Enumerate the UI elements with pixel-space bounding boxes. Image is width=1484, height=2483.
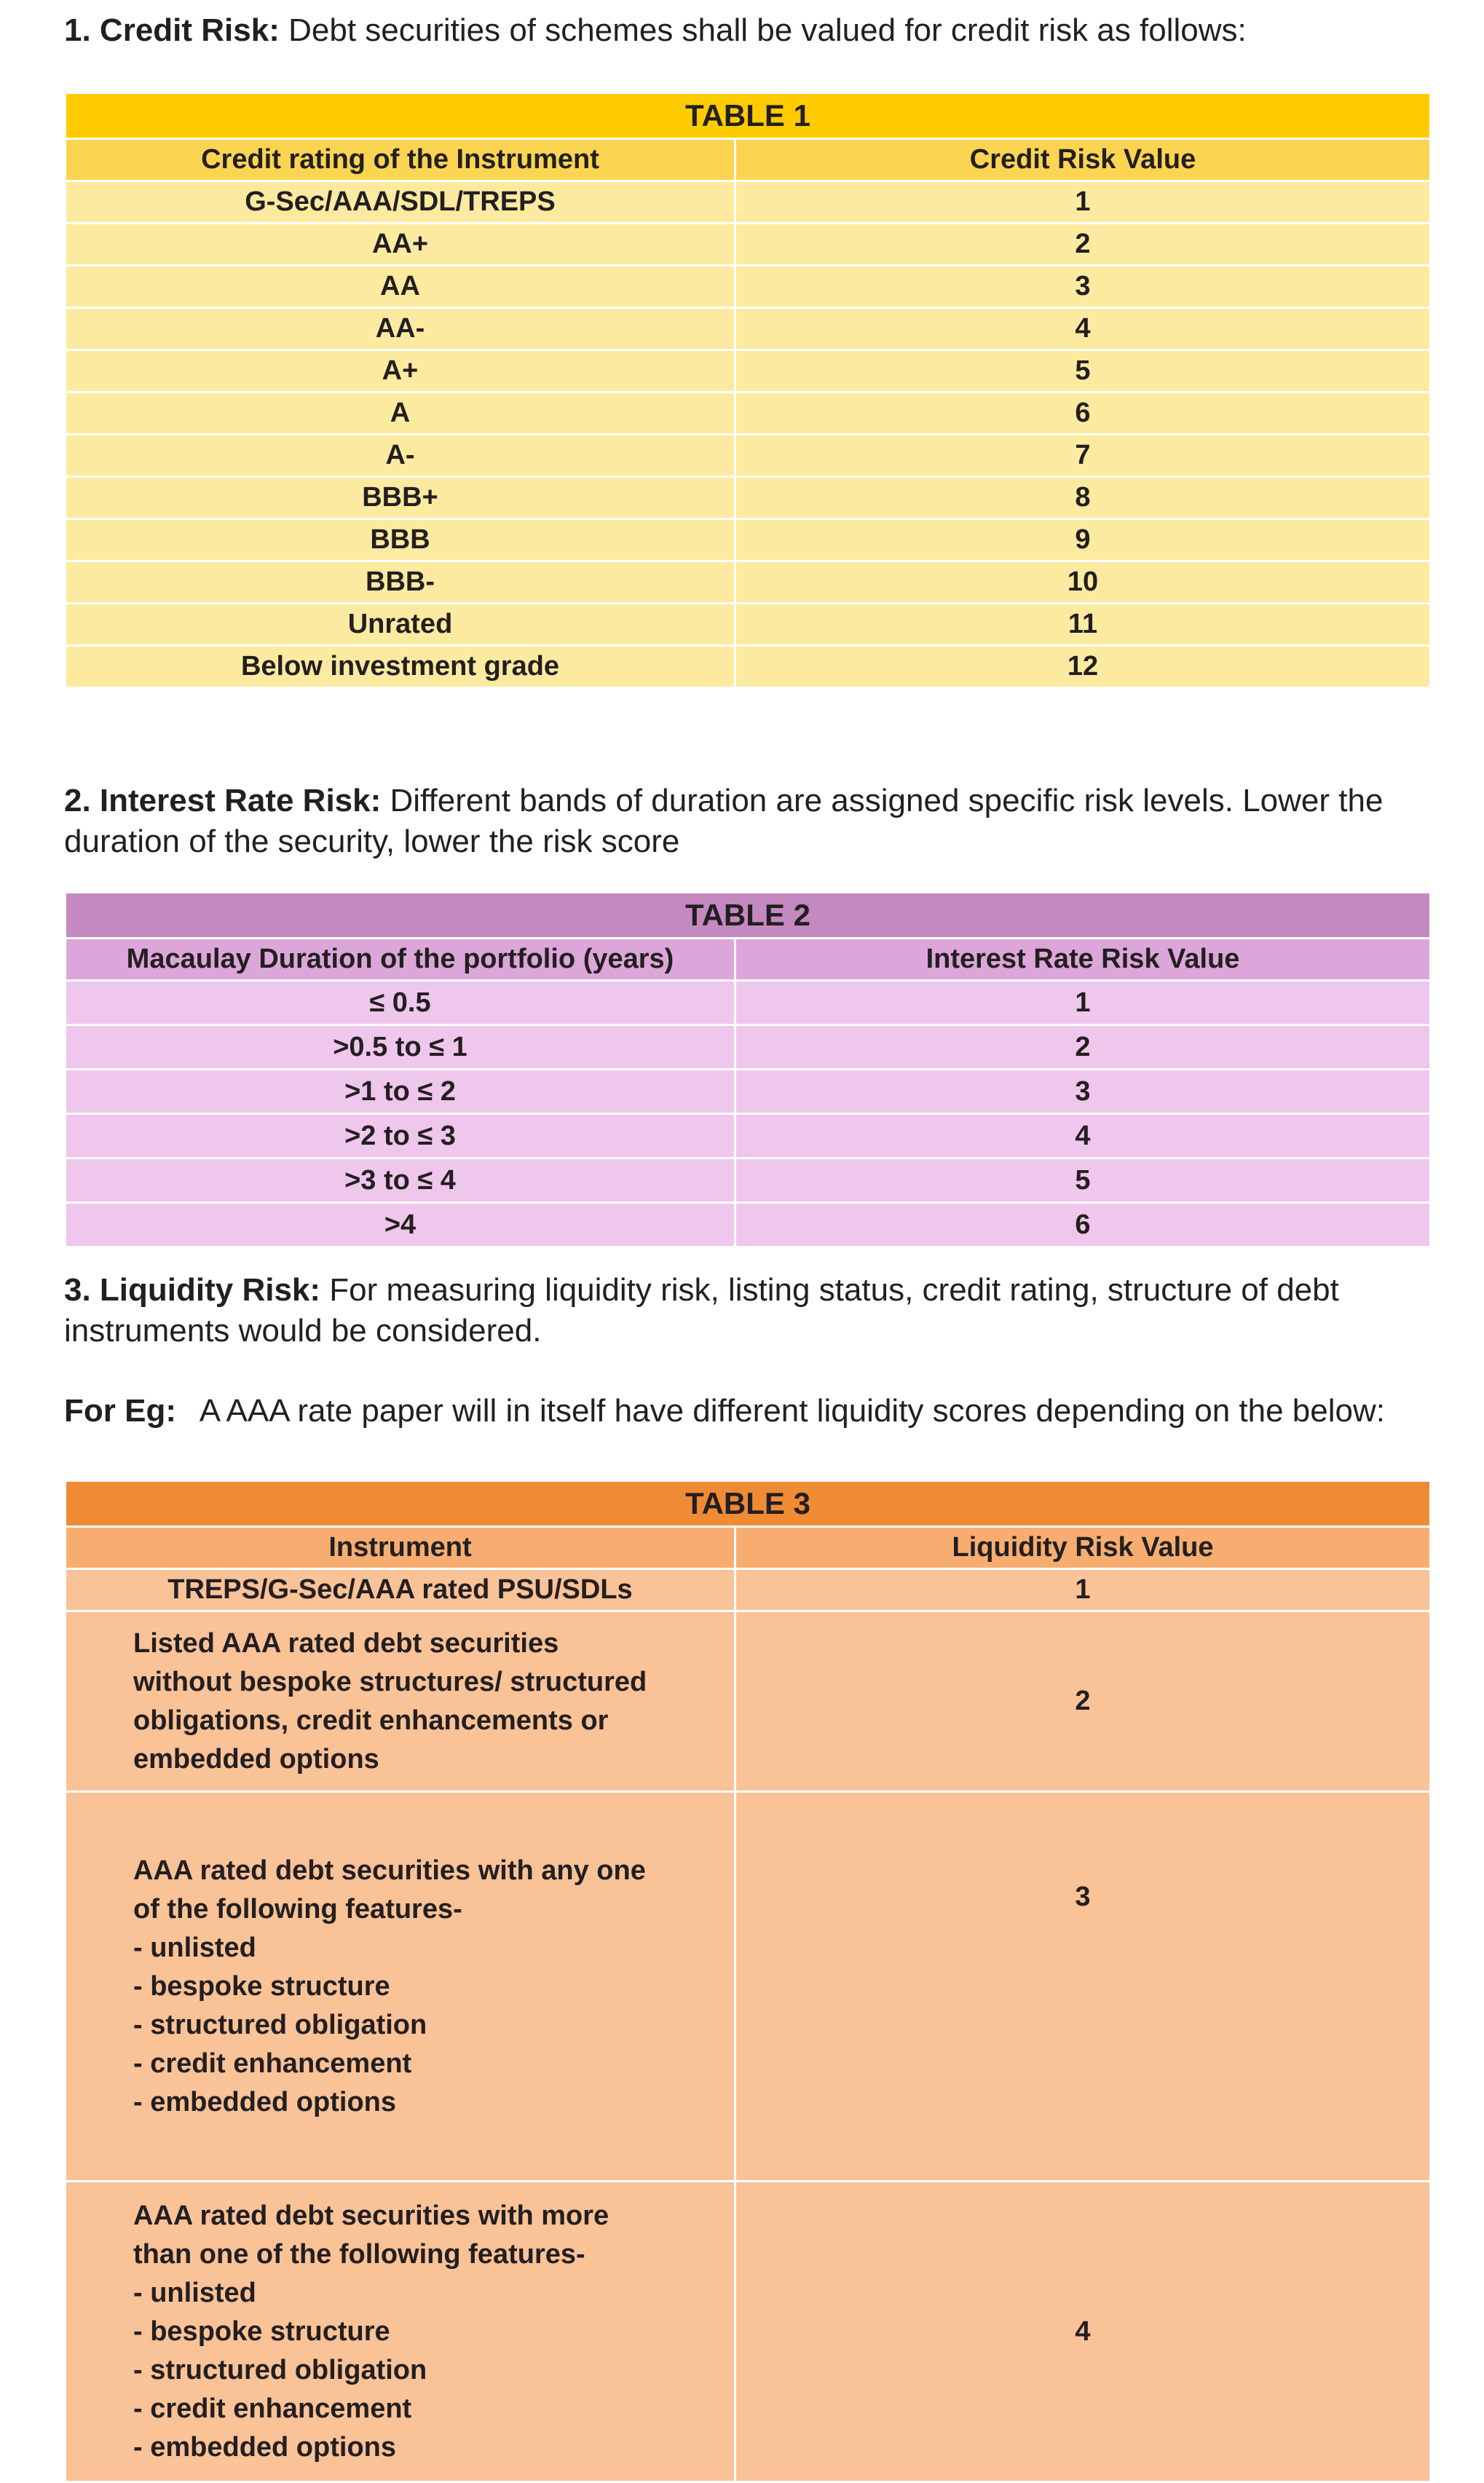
instrument-line: Listed AAA rated debt securities	[133, 1627, 559, 1659]
table1-rating: A+	[66, 350, 735, 392]
table3-instrument: TREPS/G-Sec/AAA rated PSU/SDLs	[66, 1569, 735, 1611]
table3-instrument	[66, 2182, 735, 2482]
interest-rate-risk-paragraph	[64, 781, 1433, 862]
table2-header-duration: Macaulay Duration of the portfolio (years)	[66, 939, 735, 981]
table1-value: 9	[735, 519, 1431, 561]
table-row	[66, 266, 1431, 308]
table1-value: 6	[735, 392, 1431, 435]
feature-item: - structured obligation	[133, 2009, 427, 2040]
table3-header-value: Liquidity Risk Value	[735, 1527, 1431, 1569]
credit-risk-table	[64, 92, 1432, 689]
table1-value: 11	[735, 604, 1431, 646]
table-row	[66, 2182, 1431, 2482]
table1-rating: Below investment grade	[66, 646, 735, 688]
table2-caption: TABLE 2	[66, 893, 1431, 939]
feature-item: - credit enhancement	[133, 2393, 412, 2424]
table-row	[66, 350, 1431, 392]
table2-value: 5	[735, 1158, 1431, 1203]
table-row	[66, 646, 1431, 688]
table3-value: 4	[735, 2182, 1431, 2482]
table1-value: 2	[735, 224, 1431, 266]
table2-duration: >3 to ≤ 4	[66, 1158, 735, 1203]
table3-instrument	[66, 1611, 735, 1792]
table3-instrument	[66, 1792, 735, 2182]
table-row	[66, 1070, 1431, 1114]
table2-value: 2	[735, 1025, 1431, 1070]
table-row	[66, 1792, 1431, 2182]
table1-value: 7	[735, 435, 1431, 477]
table-row	[66, 308, 1431, 350]
liquidity-risk-text: For measuring liquidity risk, listing status, credit rating, structure of debt instruments would be considered.	[64, 1272, 1339, 1349]
table2-duration: >4	[66, 1203, 735, 1247]
table-row	[66, 1025, 1431, 1070]
table1-value: 8	[735, 477, 1431, 519]
table1-value: 5	[735, 350, 1431, 392]
table1-value: 3	[735, 266, 1431, 308]
feature-item: - embedded options	[133, 2431, 396, 2463]
interest-rate-risk-table	[64, 891, 1432, 1248]
table3-value: 3	[735, 1792, 1431, 2182]
feature-item: - credit enhancement	[133, 2048, 412, 2079]
table2-value: 6	[735, 1203, 1431, 1247]
table-row	[66, 604, 1431, 646]
feature-item: - structured obligation	[133, 2354, 427, 2385]
table1-rating: AA+	[66, 224, 735, 266]
feature-item: - embedded options	[133, 2086, 396, 2117]
liquidity-risk-paragraph	[64, 1270, 1433, 1351]
table2-value: 4	[735, 1114, 1431, 1158]
table1-rating: AA	[66, 266, 735, 308]
table1-caption: TABLE 1	[66, 93, 1431, 139]
table-row	[66, 519, 1431, 561]
instrument-line: of the following features-	[133, 1893, 462, 1925]
table3-value: 2	[735, 1611, 1431, 1792]
table1-value: 12	[735, 646, 1431, 688]
example-label: For Eg:	[64, 1393, 176, 1429]
credit-risk-paragraph	[64, 10, 1433, 51]
table-row	[66, 1569, 1431, 1611]
table2-value: 1	[735, 981, 1431, 1025]
example-text: A AAA rate paper will in itself have different liquidity scores depending on the below:	[199, 1393, 1385, 1429]
instrument-line: AAA rated debt securities with more	[133, 2200, 609, 2231]
instrument-line: than one of the following features-	[133, 2238, 585, 2270]
table-row	[66, 435, 1431, 477]
table2-duration: ≤ 0.5	[66, 981, 735, 1025]
table2-duration: >2 to ≤ 3	[66, 1114, 735, 1158]
table1-rating: G-Sec/AAA/SDL/TREPS	[66, 181, 735, 224]
credit-risk-text: Debt securities of schemes shall be valued for credit risk as follows:	[288, 12, 1247, 48]
table1-value: 10	[735, 561, 1431, 604]
table1-rating: BBB	[66, 519, 735, 561]
table1-rating: BBB-	[66, 561, 735, 604]
table1-rating: BBB+	[66, 477, 735, 519]
table1-value: 4	[735, 308, 1431, 350]
instrument-line: without bespoke structures/ structured	[133, 1666, 647, 1697]
liquidity-risk-table	[64, 1480, 1432, 2483]
table-row	[66, 1611, 1431, 1792]
table3-caption: TABLE 3	[66, 1481, 1431, 1527]
table2-value: 3	[735, 1070, 1431, 1114]
table-row	[66, 224, 1431, 266]
liquidity-risk-label: 3. Liquidity Risk:	[64, 1272, 321, 1308]
table-row	[66, 981, 1431, 1025]
credit-risk-label: 1. Credit Risk:	[64, 12, 280, 48]
instrument-line: embedded options	[133, 1743, 379, 1775]
table-row	[66, 561, 1431, 604]
table-row	[66, 1203, 1431, 1247]
feature-item: - unlisted	[133, 1932, 256, 1963]
table-row	[66, 181, 1431, 224]
example-paragraph	[64, 1391, 1433, 1432]
table-row	[66, 1114, 1431, 1158]
table1-value: 1	[735, 181, 1431, 224]
table2-duration: >0.5 to ≤ 1	[66, 1025, 735, 1070]
table3-value: 1	[735, 1569, 1431, 1611]
table2-duration: >1 to ≤ 2	[66, 1070, 735, 1114]
instrument-line: AAA rated debt securities with any one	[133, 1855, 646, 1886]
table-row	[66, 477, 1431, 519]
table1-rating: A-	[66, 435, 735, 477]
table-row	[66, 392, 1431, 435]
table2-header-value: Interest Rate Risk Value	[735, 939, 1431, 981]
table3-header-instrument: Instrument	[66, 1527, 735, 1569]
interest-rate-risk-text: Different bands of duration are assigned specific risk levels. Lower the duration of the security, lower the risk score	[64, 783, 1384, 859]
instrument-line: obligations, credit enhancements or	[133, 1705, 609, 1736]
table-row	[66, 1158, 1431, 1203]
table1-rating: AA-	[66, 308, 735, 350]
table1-header-value: Credit Risk Value	[735, 139, 1431, 181]
table1-header-rating: Credit rating of the Instrument	[66, 139, 735, 181]
feature-item: - unlisted	[133, 2277, 256, 2308]
feature-item: - bespoke structure	[133, 2316, 390, 2347]
table1-rating: A	[66, 392, 735, 435]
interest-rate-risk-label: 2. Interest Rate Risk:	[64, 783, 382, 818]
feature-item: - bespoke structure	[133, 1970, 390, 2002]
table1-rating: Unrated	[66, 604, 735, 646]
